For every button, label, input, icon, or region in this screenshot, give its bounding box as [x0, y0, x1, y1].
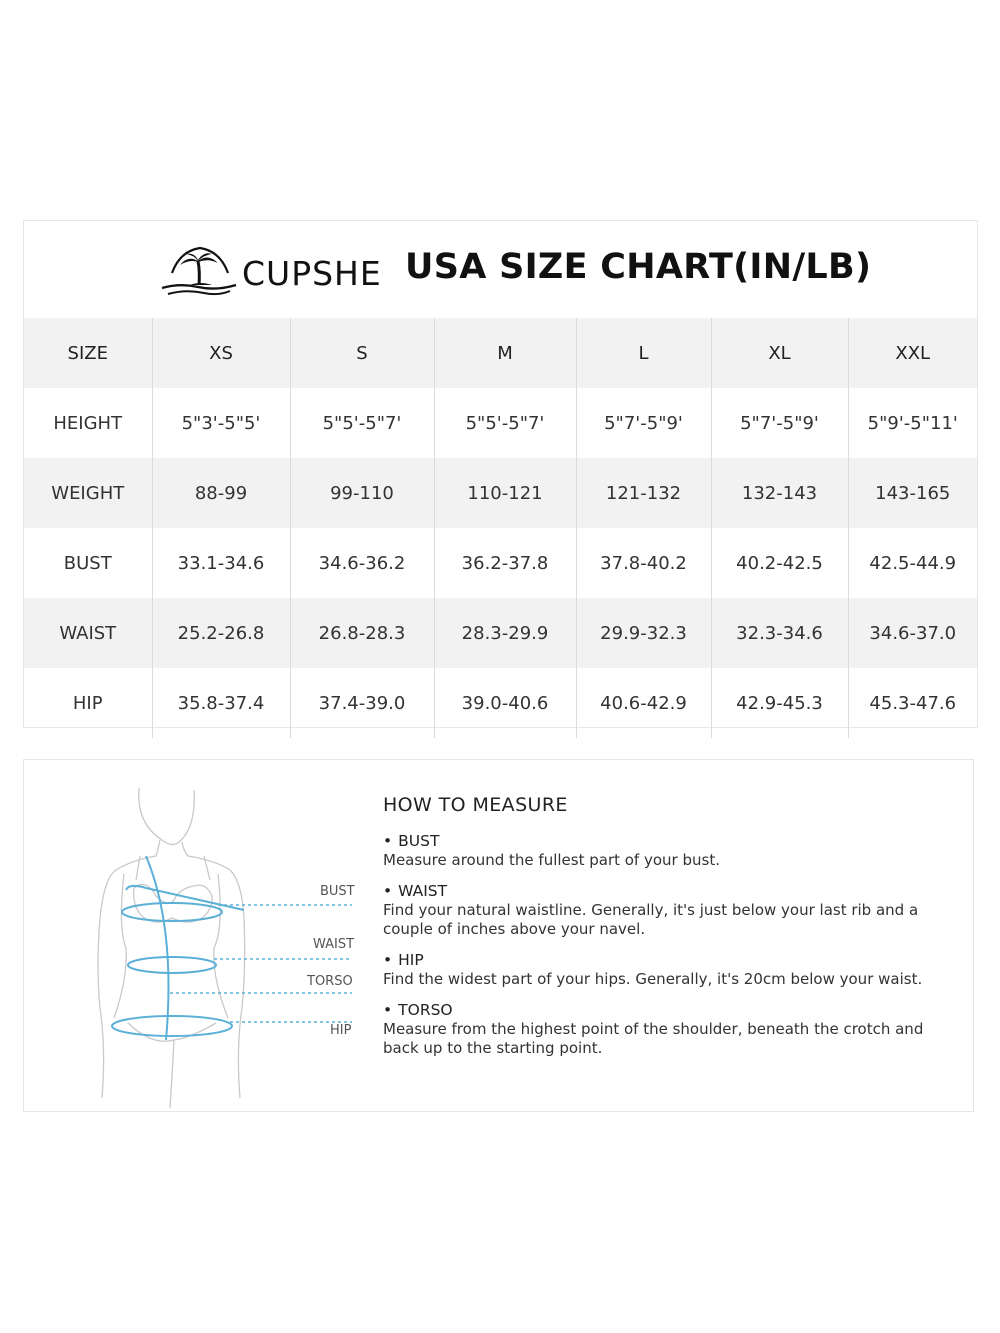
table-cell: 40.6-42.9 — [576, 668, 711, 738]
bullet: • — [383, 832, 393, 850]
column-header: XXL — [848, 318, 977, 388]
table-cell: 5"5'-5"7' — [290, 388, 434, 458]
column-header: S — [290, 318, 434, 388]
measure-item-torso — [383, 1001, 953, 1058]
measure-item-waist — [383, 882, 953, 939]
table-cell: 33.1-34.6 — [152, 528, 290, 598]
column-header: L — [576, 318, 711, 388]
row-label: HEIGHT — [53, 412, 123, 434]
size-chart-card — [23, 220, 978, 728]
table-cell: 36.2-37.8 — [434, 528, 576, 598]
how-to-measure-section — [383, 794, 953, 1070]
table-cell: 32.3-34.6 — [711, 598, 848, 668]
table-header-row — [24, 318, 977, 388]
column-header: M — [434, 318, 576, 388]
table-cell: 5"3'-5"5' — [152, 388, 290, 458]
column-header: XL — [711, 318, 848, 388]
table-row — [24, 528, 977, 598]
brand-name: CUPSHE — [242, 253, 382, 293]
table-cell: 45.3-47.6 — [848, 668, 977, 738]
body-figure — [84, 778, 374, 1108]
table-cell: 42.5-44.9 — [848, 528, 977, 598]
item-title: BUST — [398, 832, 440, 850]
table-cell: 42.9-45.3 — [711, 668, 848, 738]
table-cell: 26.8-28.3 — [290, 598, 434, 668]
row-label: WAIST — [24, 598, 152, 668]
item-description: Find the widest part of your hips. Generally, it's 20cm below your waist. — [383, 970, 923, 988]
item-title: HIP — [398, 951, 424, 969]
table-cell: 88-99 — [152, 458, 290, 528]
size-table — [24, 318, 977, 738]
page-title: USA SIZE CHART(IN/LB) — [405, 247, 872, 287]
row-label: WEIGHT — [24, 458, 152, 528]
table-cell: 34.6-37.0 — [848, 598, 977, 668]
table-row — [24, 668, 977, 738]
how-to-measure-card — [23, 759, 974, 1112]
measure-item-bust — [383, 832, 953, 870]
item-description: Find your natural waistline. Generally, it's just below your last rib and a couple of inches above your navel. — [383, 901, 919, 938]
table-row — [24, 598, 977, 668]
measure-item-hip — [383, 951, 953, 989]
table-cell: 37.8-40.2 — [576, 528, 711, 598]
item-title: TORSO — [398, 1001, 453, 1019]
column-header: SIZE — [24, 318, 152, 388]
palm-island-icon — [160, 243, 238, 299]
table-cell: 37.4-39.0 — [290, 668, 434, 738]
hip-label: HIP — [330, 1023, 352, 1038]
row-label: BUST — [63, 552, 112, 574]
bullet: • — [383, 882, 393, 900]
table-cell: 35.8-37.4 — [152, 668, 290, 738]
table-cell: 5"5'-5"7' — [434, 388, 576, 458]
section-heading: HOW TO MEASURE — [383, 794, 568, 816]
table-cell: 5"9'-5"11' — [848, 388, 977, 458]
torso-label: TORSO — [307, 974, 353, 989]
table-cell: 121-132 — [576, 458, 711, 528]
table-cell: 28.3-29.9 — [434, 598, 576, 668]
bullet: • — [383, 951, 393, 969]
table-cell: 25.2-26.8 — [152, 598, 290, 668]
table-cell: 5"7'-5"9' — [576, 388, 711, 458]
item-description: Measure from the highest point of the shoulder, beneath the crotch and back up to the starting point. — [383, 1020, 924, 1057]
table-row — [24, 388, 977, 458]
table-cell: 5"7'-5"9' — [711, 388, 848, 458]
table-cell: 132-143 — [711, 458, 848, 528]
column-header: XS — [152, 318, 290, 388]
waist-label: WAIST — [313, 937, 355, 952]
table-cell: 99-110 — [290, 458, 434, 528]
bust-label: BUST — [320, 884, 355, 899]
table-cell: 39.0-40.6 — [434, 668, 576, 738]
table-cell: 34.6-36.2 — [290, 528, 434, 598]
row-label: HIP — [72, 692, 103, 714]
brand-logo — [160, 243, 382, 299]
table-cell: 143-165 — [848, 458, 977, 528]
item-description: Measure around the fullest part of your bust. — [383, 851, 720, 869]
table-cell: 110-121 — [434, 458, 576, 528]
item-title: WAIST — [398, 882, 448, 900]
chart-header — [24, 221, 977, 318]
table-row — [24, 458, 977, 528]
table-cell: 40.2-42.5 — [711, 528, 848, 598]
bullet: • — [383, 1001, 393, 1019]
table-cell: 29.9-32.3 — [576, 598, 711, 668]
